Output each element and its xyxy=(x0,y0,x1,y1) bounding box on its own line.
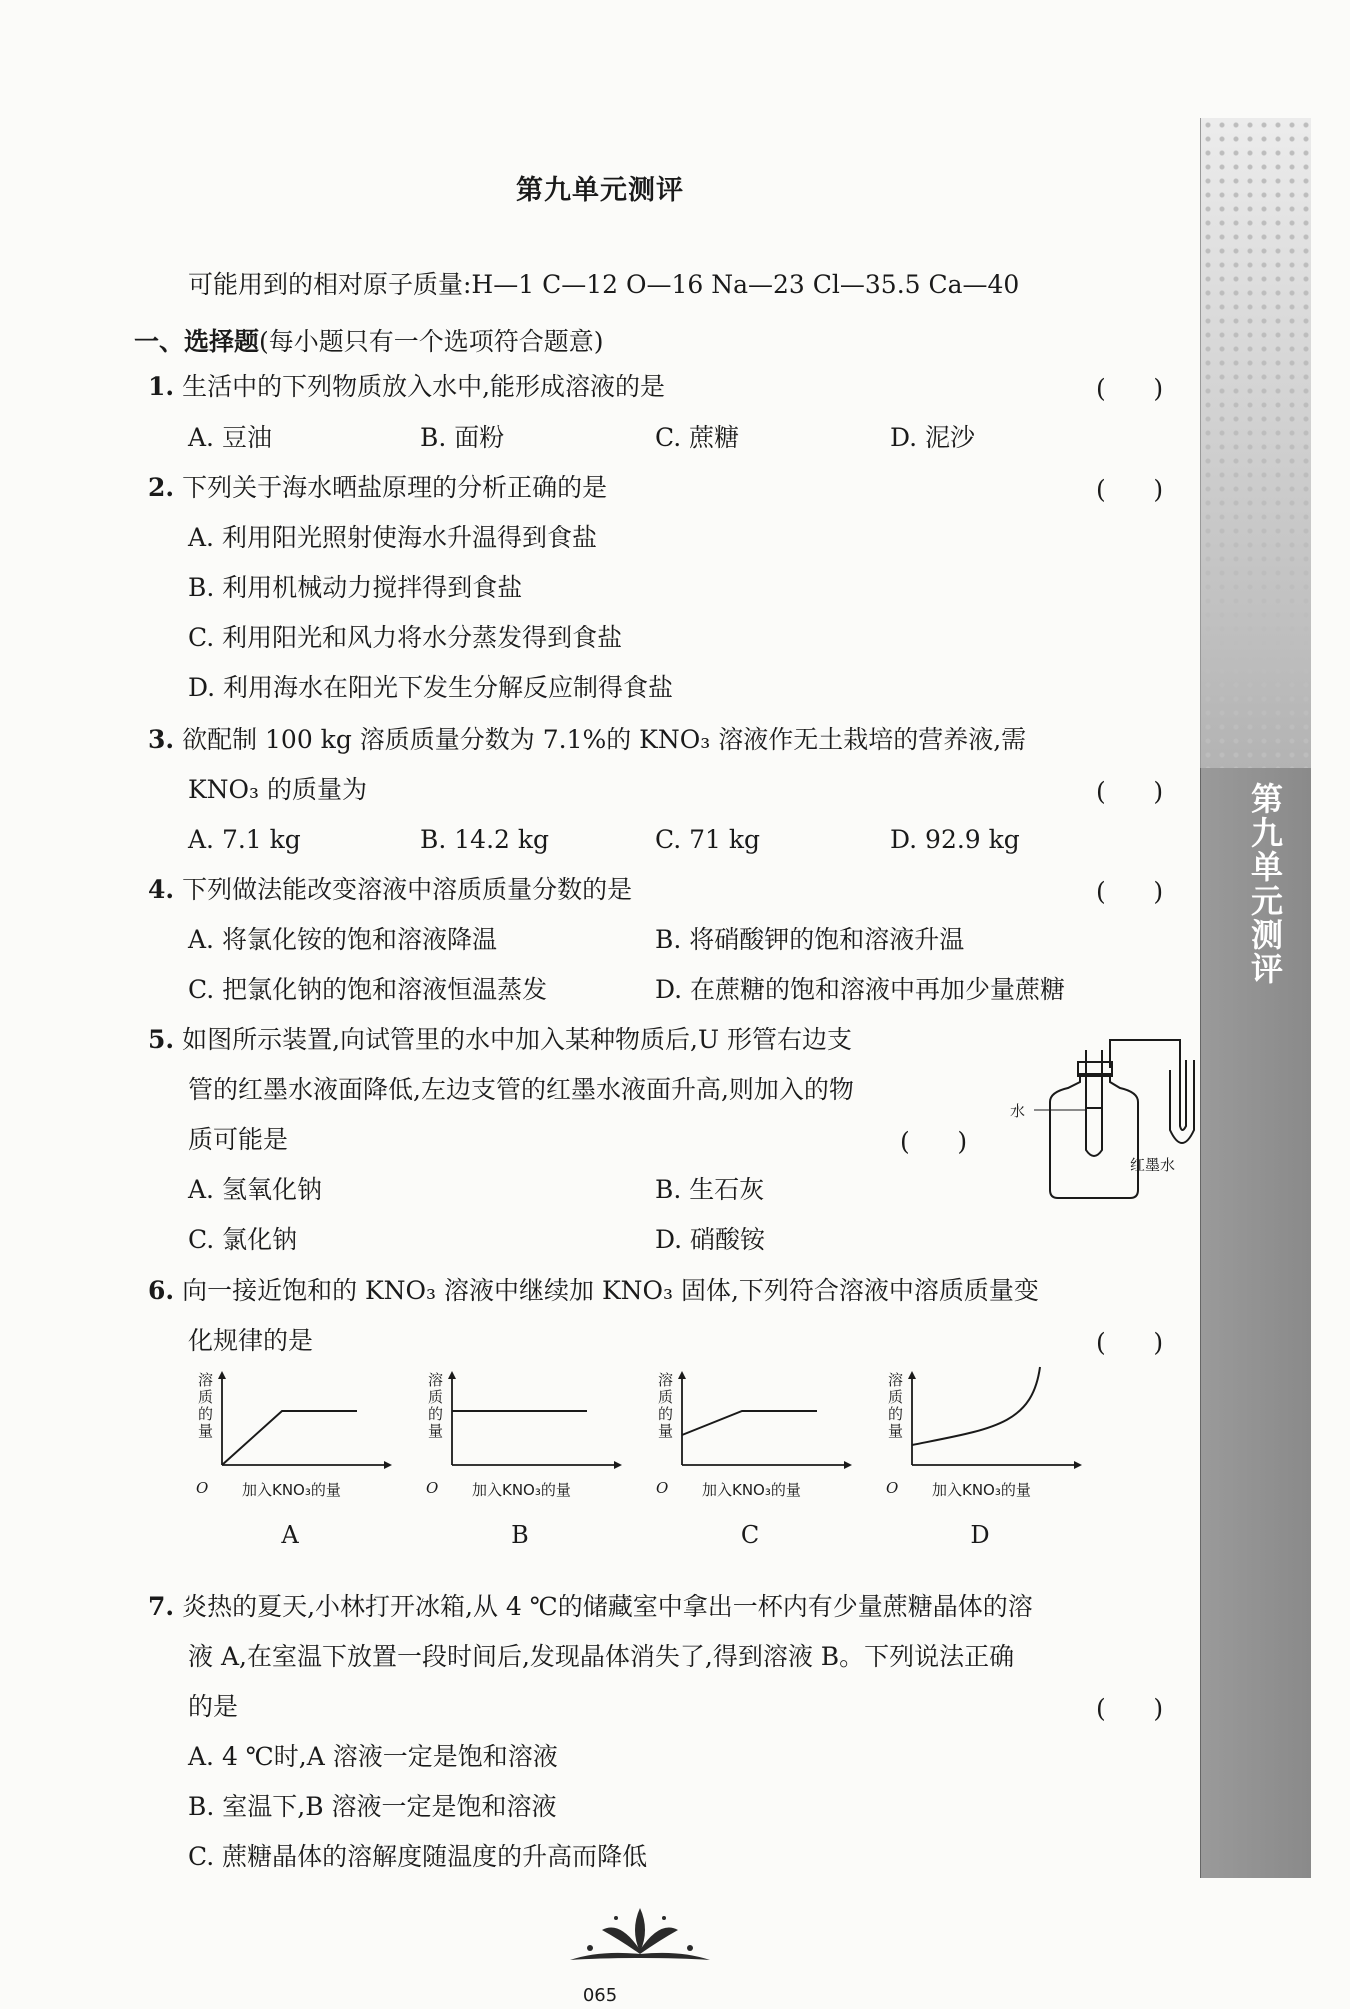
y-axis-label-char: 溶 xyxy=(428,1371,444,1389)
curve-exponential xyxy=(912,1367,1040,1445)
side-pattern-band xyxy=(1200,118,1311,768)
question-number: 1. xyxy=(148,372,175,401)
x-axis-label: 加入KNO₃的量 xyxy=(472,1481,571,1499)
graph-A xyxy=(190,1365,410,1555)
x-axis-arrow xyxy=(844,1461,852,1469)
question-stem: 向一接近饱和的 KNO₃ 溶液中继续加 KNO₃ 固体,下列符合溶液中溶质质量变 xyxy=(182,1276,1039,1305)
question-stem: 生活中的下列物质放入水中,能形成溶液的是 xyxy=(182,372,666,401)
y-axis-label-char: 的 xyxy=(428,1405,444,1423)
question-number: 5. xyxy=(148,1025,175,1054)
graph-choice-letter: B xyxy=(511,1521,529,1549)
q7-option-c: C. 蔗糖晶体的溶解度随温度的升高而降低 xyxy=(188,1842,648,1871)
q1-option-c: C. 蔗糖 xyxy=(655,423,740,452)
y-axis-label-char: 质 xyxy=(198,1388,214,1406)
y-axis-label-char: 量 xyxy=(658,1422,674,1440)
y-axis-label-char: 质 xyxy=(888,1388,904,1406)
y-axis-label-char: 溶 xyxy=(658,1371,674,1389)
q5-stem-cont: 质可能是 xyxy=(188,1125,289,1154)
label-red-ink: 红墨水 xyxy=(1130,1156,1176,1174)
q2-option-d: D. 利用海水在阳光下发生分解反应制得食盐 xyxy=(188,673,674,702)
origin-label: O xyxy=(426,1479,439,1497)
y-axis-label-char: 量 xyxy=(198,1422,214,1440)
question-6 xyxy=(148,1278,1039,1303)
answer-bracket: ( ) xyxy=(1096,1694,1164,1723)
atomic-mass-note: 可能用到的相对原子质量:H—1 C—12 O—16 Na—23 Cl—35.5 Ca—40 xyxy=(188,270,1020,299)
q5-option-c: C. 氯化钠 xyxy=(188,1225,298,1254)
question-stem: 欲配制 100 kg 溶质质量分数为 7.1%的 KNO₃ 溶液作无土栽培的营养液,需 xyxy=(182,725,1027,754)
section-heading xyxy=(134,322,604,358)
x-axis-arrow xyxy=(384,1461,392,1469)
q7-stem-cont: 液 A,在室温下放置一段时间后,发现晶体消失了,得到溶液 B。下列说法正确 xyxy=(188,1642,1015,1671)
answer-bracket: ( ) xyxy=(1096,1328,1164,1357)
question-5 xyxy=(148,1027,852,1052)
graph-C xyxy=(650,1365,870,1555)
y-axis-label-char: 量 xyxy=(888,1422,904,1440)
y-axis-arrow xyxy=(448,1371,456,1379)
question-number: 6. xyxy=(148,1276,175,1305)
question-number: 4. xyxy=(148,875,175,904)
q2-option-c: C. 利用阳光和风力将水分蒸发得到食盐 xyxy=(188,623,623,652)
q2-option-b: B. 利用机械动力搅拌得到食盐 xyxy=(188,573,523,602)
question-1 xyxy=(148,374,665,399)
y-axis-label-char: 的 xyxy=(888,1405,904,1423)
q1-option-b: B. 面粉 xyxy=(420,423,505,452)
q3-option-b: B. 14.2 kg xyxy=(420,825,550,854)
question-stem: 下列关于海水晒盐原理的分析正确的是 xyxy=(182,473,608,502)
q5-option-b: B. 生石灰 xyxy=(655,1175,765,1204)
q3-stem-cont: KNO₃ 的质量为 xyxy=(188,775,368,804)
question-2 xyxy=(148,475,607,500)
q3-option-a: A. 7.1 kg xyxy=(188,825,301,854)
q5-stem-cont: 管的红墨水液面降低,左边支管的红墨水液面升高,则加入的物 xyxy=(188,1075,854,1104)
q7-option-b: B. 室温下,B 溶液一定是饱和溶液 xyxy=(188,1792,557,1821)
graph-D xyxy=(880,1365,1100,1555)
q4-option-d: D. 在蔗糖的饱和溶液中再加少量蔗糖 xyxy=(655,975,1066,1004)
question-3 xyxy=(148,727,1026,752)
answer-bracket: ( ) xyxy=(900,1127,968,1156)
page-number: 065 xyxy=(582,1985,618,2006)
graph-choice-letter: D xyxy=(970,1521,990,1549)
y-axis-label-char: 的 xyxy=(658,1405,674,1423)
origin-label: O xyxy=(886,1479,899,1497)
question-number: 7. xyxy=(148,1592,175,1621)
x-axis-arrow xyxy=(614,1461,622,1469)
q2-option-a: A. 利用阳光照射使海水升温得到食盐 xyxy=(188,523,597,552)
answer-bracket: ( ) xyxy=(1096,475,1164,504)
q1-option-d: D. 泥沙 xyxy=(890,423,976,452)
q3-option-d: D. 92.9 kg xyxy=(890,825,1020,854)
graph-choice-letter: A xyxy=(281,1521,299,1549)
q4-option-a: A. 将氯化铵的饱和溶液降温 xyxy=(188,925,497,954)
graph-B xyxy=(420,1365,640,1555)
q7-option-a: A. 4 ℃时,A 溶液一定是饱和溶液 xyxy=(188,1742,558,1771)
y-axis-label-char: 质 xyxy=(658,1388,674,1406)
q5-option-d: D. 硝酸铵 xyxy=(655,1225,766,1254)
question-stem: 如图所示装置,向试管里的水中加入某种物质后,U 形管右边支 xyxy=(182,1025,852,1054)
page-title: 第九单元测评 xyxy=(516,175,684,206)
curve-rise-then-flat xyxy=(222,1411,357,1465)
question-stem: 炎热的夏天,小林打开冰箱,从 4 ℃的储藏室中拿出一杯内有少量蔗糖晶体的溶 xyxy=(182,1592,1033,1621)
question-4 xyxy=(148,877,632,902)
question-7 xyxy=(148,1594,1033,1619)
y-axis-arrow xyxy=(218,1371,226,1379)
section-subtitle: (每小题只有一个选项符合题意) xyxy=(259,327,604,356)
answer-bracket: ( ) xyxy=(1096,777,1164,806)
side-tab-label: 第九单元测评 xyxy=(1246,782,1284,986)
graph-choice-letter: C xyxy=(740,1521,760,1549)
x-axis-label: 加入KNO₃的量 xyxy=(702,1481,801,1499)
q3-option-c: C. 71 kg xyxy=(655,825,761,854)
y-axis-arrow xyxy=(908,1371,916,1379)
q5-option-a: A. 氢氧化钠 xyxy=(188,1175,322,1204)
q4-option-c: C. 把氯化钠的饱和溶液恒温蒸发 xyxy=(188,975,548,1004)
q6-stem-cont: 化规律的是 xyxy=(188,1326,314,1355)
x-axis-label: 加入KNO₃的量 xyxy=(242,1481,341,1499)
q4-option-b: B. 将硝酸钾的饱和溶液升温 xyxy=(655,925,965,954)
question-number: 3. xyxy=(148,725,175,754)
y-axis-label-char: 溶 xyxy=(888,1371,904,1389)
section-title: 一、选择题 xyxy=(134,327,260,356)
answer-bracket: ( ) xyxy=(1096,374,1164,403)
q7-stem-cont: 的是 xyxy=(188,1692,239,1721)
x-axis-arrow xyxy=(1074,1461,1082,1469)
answer-bracket: ( ) xyxy=(1096,877,1164,906)
x-axis-label: 加入KNO₃的量 xyxy=(932,1481,1031,1499)
label-water: 水 xyxy=(1010,1102,1026,1120)
q1-option-a: A. 豆油 xyxy=(188,423,272,452)
y-axis-label-char: 质 xyxy=(428,1388,444,1406)
question-number: 2. xyxy=(148,473,175,502)
curve-offset-rise-then-flat xyxy=(682,1411,817,1435)
question-stem: 下列做法能改变溶液中溶质质量分数的是 xyxy=(182,875,633,904)
apparatus-figure xyxy=(1010,1030,1200,1205)
origin-label: O xyxy=(196,1479,209,1497)
y-axis-label-char: 的 xyxy=(198,1405,214,1423)
y-axis-label-char: 量 xyxy=(428,1422,444,1440)
y-axis-arrow xyxy=(678,1371,686,1379)
origin-label: O xyxy=(656,1479,669,1497)
footer-ornament-icon xyxy=(560,1900,720,1970)
y-axis-label-char: 溶 xyxy=(198,1371,214,1389)
